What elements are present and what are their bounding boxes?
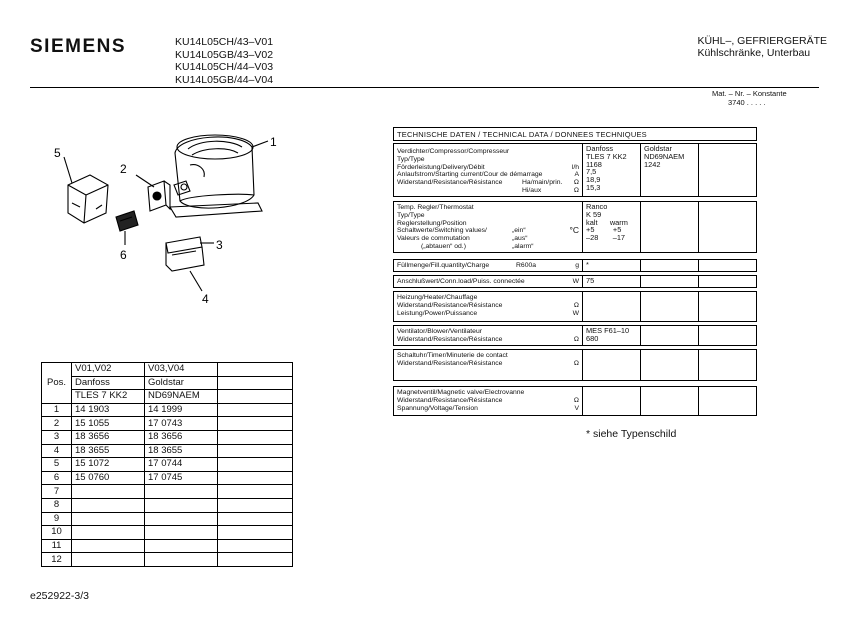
- pos-cell: 1: [42, 403, 72, 417]
- pos-cell: 11: [42, 539, 72, 553]
- valve-labels: [394, 387, 582, 415]
- callout-4: 4: [202, 292, 209, 306]
- label-line: [397, 187, 579, 195]
- timer-labels: [394, 350, 582, 380]
- heater-labels: [394, 292, 582, 321]
- material-number: [712, 89, 787, 107]
- unit-label: W: [572, 278, 579, 285]
- empty-cell: [218, 526, 293, 540]
- part-b-cell: 18 3656: [145, 430, 218, 444]
- pos-cell: 4: [42, 444, 72, 458]
- part-b-cell: [145, 512, 218, 526]
- fan-labels: [394, 326, 582, 345]
- label-line: [397, 310, 579, 318]
- compressor-labels: [394, 144, 582, 196]
- brand-logo: SIEMENS: [30, 36, 127, 57]
- table-row: [42, 471, 293, 485]
- table-row: [42, 430, 293, 444]
- part-b-cell: [145, 553, 218, 567]
- value-cell: 1168: [586, 159, 602, 169]
- part-b-cell: [145, 485, 218, 499]
- label-text: Spannung/Voltage/Tension: [397, 404, 478, 412]
- model-list: [175, 36, 273, 86]
- document-id: e252922-3/3: [30, 590, 89, 602]
- mid-label: „ein“: [512, 227, 526, 235]
- value-column-1: [582, 292, 640, 321]
- timer-block: [393, 349, 757, 381]
- value-column-3: [698, 260, 756, 271]
- category-line-2: Kühlschränke, Unterbau: [697, 46, 811, 59]
- value-cell: 1242: [644, 159, 661, 169]
- empty-cell: [218, 403, 293, 417]
- value-column-2: [640, 260, 698, 271]
- value-column-1: [582, 276, 640, 287]
- value-column-3: [698, 326, 756, 345]
- value-cell: K 59: [586, 209, 602, 219]
- label-line: [397, 405, 579, 413]
- label-text: Widerstand/Resistance/Résistance: [397, 301, 503, 309]
- unit-label: Ω: [573, 179, 579, 187]
- label-line: Heizung/Heater/Chauffage: [397, 294, 478, 301]
- value-column-1: [582, 326, 640, 345]
- unit-label: W: [572, 309, 579, 317]
- model-line: KU14L05CH/43–V01: [175, 36, 274, 48]
- table-row: [42, 444, 293, 458]
- callout-1: 1: [270, 135, 277, 149]
- empty-cell: [218, 498, 293, 512]
- empty-cell: [218, 444, 293, 458]
- header-row-type: [42, 390, 293, 404]
- value-cell: Goldstar: [644, 144, 672, 153]
- type-b-header: ND69NAEM: [145, 390, 218, 404]
- type-plate-note: * siehe Typenschild: [586, 428, 677, 440]
- unit-label: l/h: [571, 163, 579, 171]
- pos-cell: 2: [42, 417, 72, 431]
- pos-cell: 7: [42, 485, 72, 499]
- empty-cell: [218, 485, 293, 499]
- part-a-cell: [72, 526, 145, 540]
- callout-3: 3: [216, 238, 223, 252]
- unit-label: V: [574, 404, 579, 412]
- label-line: Schaltuhr/Timer/Minuterie de contact: [397, 352, 508, 359]
- value-column-2: [640, 326, 698, 345]
- label-line: [397, 164, 579, 172]
- label-line: [397, 262, 579, 270]
- part-b-cell: 17 0745: [145, 471, 218, 485]
- refrigerant-labels: [394, 260, 582, 271]
- label-line: Typ/Type: [397, 155, 425, 163]
- callout-6: 6: [120, 248, 127, 262]
- empty-cell: [218, 376, 293, 390]
- type-a-header: TLES 7 KK2: [72, 390, 145, 404]
- label-line: [397, 397, 579, 405]
- value-cell: 680: [586, 333, 599, 343]
- part-a-cell: 15 1072: [72, 458, 145, 472]
- part-a-cell: [72, 553, 145, 567]
- empty-cell: [218, 471, 293, 485]
- variant-b-header: V03,V04: [145, 363, 218, 377]
- empty-cell: [218, 430, 293, 444]
- table-row: [42, 403, 293, 417]
- category-heading: [697, 36, 827, 59]
- callout-2: 2: [120, 162, 127, 176]
- pos-cell: 3: [42, 430, 72, 444]
- bracket-part: [166, 237, 204, 271]
- mid-label: Hi/aux: [522, 186, 542, 194]
- compressor-part: [170, 135, 262, 217]
- part-b-cell: 14 1999: [145, 403, 218, 417]
- part-a-cell: 18 3656: [72, 430, 145, 444]
- value-column-2: [640, 387, 698, 415]
- label-line: Verdichter/Compressor/Compresseur: [397, 148, 510, 155]
- model-line: KU14L05GB/44–V04: [175, 73, 274, 86]
- thermostat-block: [393, 201, 757, 253]
- label-text: Anschlußwert/Conn.load/Puiss. connectée: [397, 278, 525, 285]
- value-column-2: [640, 144, 698, 196]
- value-cell: MES F61–10: [586, 326, 630, 335]
- value-column-3: [698, 276, 756, 287]
- pos-cell: 8: [42, 498, 72, 512]
- empty-cell: [218, 417, 293, 431]
- empty-cell: [218, 390, 293, 404]
- value-column-2: [640, 202, 698, 252]
- table-row: [42, 526, 293, 540]
- value-cell: Ranco: [586, 202, 608, 211]
- pos-cell: 9: [42, 512, 72, 526]
- table-row: [42, 539, 293, 553]
- part-a-cell: [72, 498, 145, 512]
- value-cell: 7,5: [586, 167, 597, 177]
- empty-cell: [218, 512, 293, 526]
- part-a-cell: 18 3655: [72, 444, 145, 458]
- value-column-2: [640, 292, 698, 321]
- thermostat-labels: [394, 202, 582, 252]
- label-line: [397, 336, 579, 344]
- model-line: KU14L05CH/44–V03: [175, 61, 274, 73]
- parts-table: [41, 362, 293, 567]
- part-b-cell: 17 0744: [145, 458, 218, 472]
- label-text: Förderleistung/Delivery/Débit: [397, 163, 485, 171]
- part-a-cell: 14 1903: [72, 403, 145, 417]
- mid-label: „aus“: [512, 235, 528, 243]
- label-line: [397, 235, 579, 243]
- unit-label: A: [574, 171, 579, 179]
- pos-cell: 6: [42, 471, 72, 485]
- mid-label: R600a: [516, 262, 537, 269]
- mat-label: Mat. – Nr. – Konstante: [712, 89, 787, 98]
- pos-header: Pos.: [42, 363, 72, 404]
- value-column-3: [698, 387, 756, 415]
- label-line: Ventilator/Blower/Ventilateur: [397, 328, 483, 335]
- heater-block: [393, 291, 757, 322]
- label-line: [397, 278, 579, 286]
- value-cell: +5 +5: [586, 225, 622, 235]
- parts-table-body: [42, 403, 293, 566]
- label-line: Temp. Regler/Thermostat: [397, 204, 474, 211]
- label-line: Magnetventil/Magnetic valve/Electrovanne: [397, 389, 525, 396]
- label-text: Füllmenge/Fill.quantity/Charge: [397, 262, 490, 269]
- value-cell: Danfoss: [586, 144, 614, 153]
- table-row: [42, 417, 293, 431]
- compressor-block: [393, 143, 757, 197]
- protector-part: [116, 211, 138, 231]
- label-text: Widerstand/Resistance/Résistance: [397, 359, 503, 367]
- value-cell: ND69NAEM: [644, 151, 685, 161]
- part-a-cell: 15 1055: [72, 417, 145, 431]
- header-divider: [30, 87, 819, 88]
- value-cell: 75: [586, 276, 595, 285]
- mat-value: 3740 . . . . .: [728, 98, 766, 107]
- empty-cell: [218, 539, 293, 553]
- part-b-cell: 17 0743: [145, 417, 218, 431]
- model-line: KU14L05GB/43–V02: [175, 48, 274, 61]
- empty-cell: [218, 458, 293, 472]
- part-b-cell: [145, 539, 218, 553]
- part-a-cell: [72, 539, 145, 553]
- connected-load-labels: [394, 276, 582, 287]
- value-cell: –28 –17: [586, 233, 626, 243]
- label-line: [397, 243, 579, 251]
- label-line: [397, 179, 579, 187]
- variant-a-header: V01,V02: [72, 363, 145, 377]
- value-cell: TLES 7 KK2: [586, 151, 627, 161]
- label-text: Valeurs de commutation: [397, 235, 470, 243]
- value-column-3: [698, 292, 756, 321]
- valve-block: [393, 386, 757, 416]
- mid-label: „alarm“: [512, 242, 534, 250]
- pos-cell: 12: [42, 553, 72, 567]
- callout-5: 5: [54, 146, 61, 160]
- value-column-3: [698, 350, 756, 380]
- value-cell: 15,3: [586, 182, 601, 192]
- part-a-cell: [72, 512, 145, 526]
- unit-label: Ω: [573, 359, 579, 367]
- part-a-cell: [72, 485, 145, 499]
- value-column-1: [582, 387, 640, 415]
- label-text: Widerstand/Resistance/Résistance: [397, 335, 503, 343]
- pos-cell: 5: [42, 458, 72, 472]
- unit-label: °C: [569, 225, 579, 236]
- value-cell: *: [586, 260, 589, 269]
- pos-cell: 10: [42, 526, 72, 540]
- fan-block: [393, 325, 757, 346]
- compressor-parts-drawing: [40, 125, 290, 315]
- table-row: [42, 498, 293, 512]
- value-column-3: [698, 202, 756, 252]
- label-line: Typ/Type: [397, 211, 425, 219]
- label-line: [397, 171, 579, 179]
- value-column-2: [640, 276, 698, 287]
- part-a-cell: 15 0760: [72, 471, 145, 485]
- value-column-1: [582, 350, 640, 380]
- label-text: („abtauen“ od.): [421, 242, 466, 250]
- value-column-1: [582, 144, 640, 196]
- table-row: [42, 553, 293, 567]
- part-b-cell: [145, 526, 218, 540]
- category-line-1: KÜHL–, GEFRIERGERÄTE: [697, 35, 827, 47]
- empty-cell: [218, 363, 293, 377]
- part-b-cell: [145, 498, 218, 512]
- value-column-1: [582, 202, 640, 252]
- part-b-cell: 18 3655: [145, 444, 218, 458]
- mid-label: Ha/main/prin.: [522, 179, 563, 187]
- label-line: [397, 227, 579, 235]
- table-row: [42, 485, 293, 499]
- unit-label: Ω: [573, 301, 579, 309]
- unit-label: Ω: [573, 335, 579, 343]
- make-b-header: Goldstar: [145, 376, 218, 390]
- header-row-variant: [42, 363, 293, 377]
- unit-label: g: [575, 262, 579, 269]
- label-text: Widerstand/Resistance/Résistance: [397, 179, 503, 187]
- make-a-header: Danfoss: [72, 376, 145, 390]
- table-row: [42, 512, 293, 526]
- header-row-make: [42, 376, 293, 390]
- refrigerant-block: [393, 259, 757, 272]
- connected-load-block: [393, 275, 757, 288]
- unit-label: Ω: [573, 186, 579, 194]
- label-text: Leistung/Power/Puissance: [397, 309, 478, 317]
- value-column-3: [698, 144, 756, 196]
- value-cell: 18,9: [586, 175, 601, 185]
- value-column-1: [582, 260, 640, 271]
- label-line: [397, 302, 579, 310]
- empty-cell: [218, 553, 293, 567]
- label-line: [397, 360, 579, 368]
- value-cell: kalt warm: [586, 217, 628, 227]
- label-line: Reglerstellung/Position: [397, 219, 467, 227]
- label-text: Anlaufstrom/Starting current/Cour de démarrage: [397, 171, 543, 179]
- tech-data-title: TECHNISCHE DATEN / TECHNICAL DATA / DONNEES TECHNIQUES: [393, 127, 757, 141]
- value-column-2: [640, 350, 698, 380]
- label-text: Schaltwerte/Switching values/: [397, 227, 487, 235]
- unit-label: Ω: [573, 396, 579, 404]
- table-row: [42, 458, 293, 472]
- cover-part: [68, 175, 108, 223]
- label-text: Widerstand/Resistance/Résistance: [397, 396, 503, 404]
